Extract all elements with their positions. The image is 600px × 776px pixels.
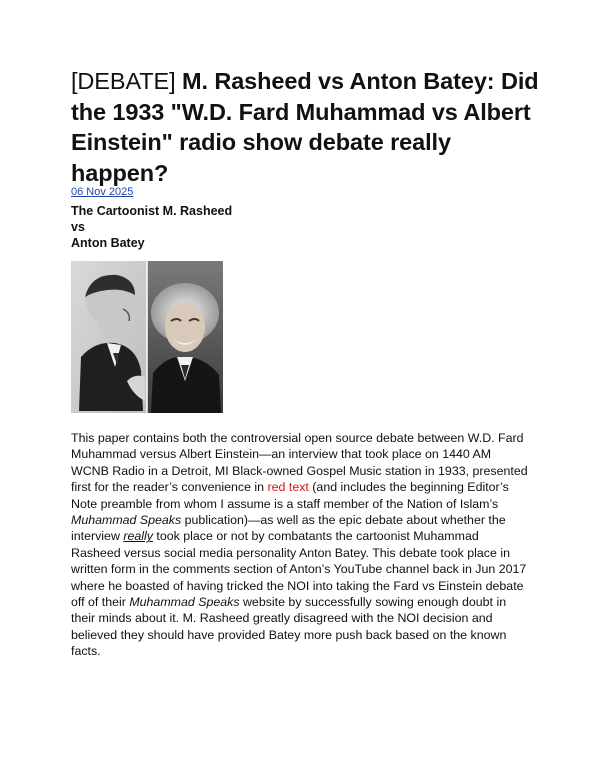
body-text-3: publication)—as well as the epic debate about whether the interview	[71, 513, 506, 544]
page-title	[71, 66, 551, 188]
author-2: Anton Batey	[71, 236, 145, 250]
body-paragraph	[71, 430, 531, 660]
really-emphasis: really	[123, 529, 153, 544]
muhammad-speaks-1: Muhammad Speaks	[71, 513, 182, 528]
body-text-4: took place or not by combatants the cartoonist Muhammad Rasheed versus social media personality Anton Batey. This debate took place in written form in the comments section of Anton’s YouTube channel back in Jun 2017 where he boasted of having tricked the NOI into taking the Fard vs Einstein debate off of their	[71, 529, 527, 610]
red-text-span: red text	[267, 480, 309, 495]
author-1: The Cartoonist M. Rasheed	[71, 204, 233, 218]
muhammad-speaks-2: Muhammad Speaks	[129, 595, 240, 610]
portrait-photo	[71, 261, 223, 413]
body-text-2: (and includes the beginning Editor’s Note preamble from whom I assume is a staff member of the Nation of Islam’s	[71, 480, 509, 511]
title-main: M. Rasheed vs Anton Batey: Did the 1933 "W.D. Fard Muhammad vs Albert Einstein" radio show debate really happen?	[71, 68, 539, 186]
body-text-5: website by successfully sowing enough doubt in their minds about it. M. Rasheed greatly disagreed with the NOI decision and believed they should have provided Batey more push back based on the known facts.	[71, 595, 507, 659]
portrait-photo-icon	[71, 261, 223, 413]
vs-label: vs	[71, 220, 85, 234]
title-tag: [DEBATE]	[71, 68, 176, 94]
body-text-1: This paper contains both the controversial open source debate between W.D. Fard Muhammad versus Albert Einstein—an interview that took place on 1440 AM WCNB Radio in a Detroit, MI Black-owned Gospel Music station in 1933, presented first for the reader’s convenience in	[71, 431, 528, 495]
date-link[interactable]: 06 Nov 2025	[71, 186, 134, 198]
author-block	[71, 203, 232, 251]
